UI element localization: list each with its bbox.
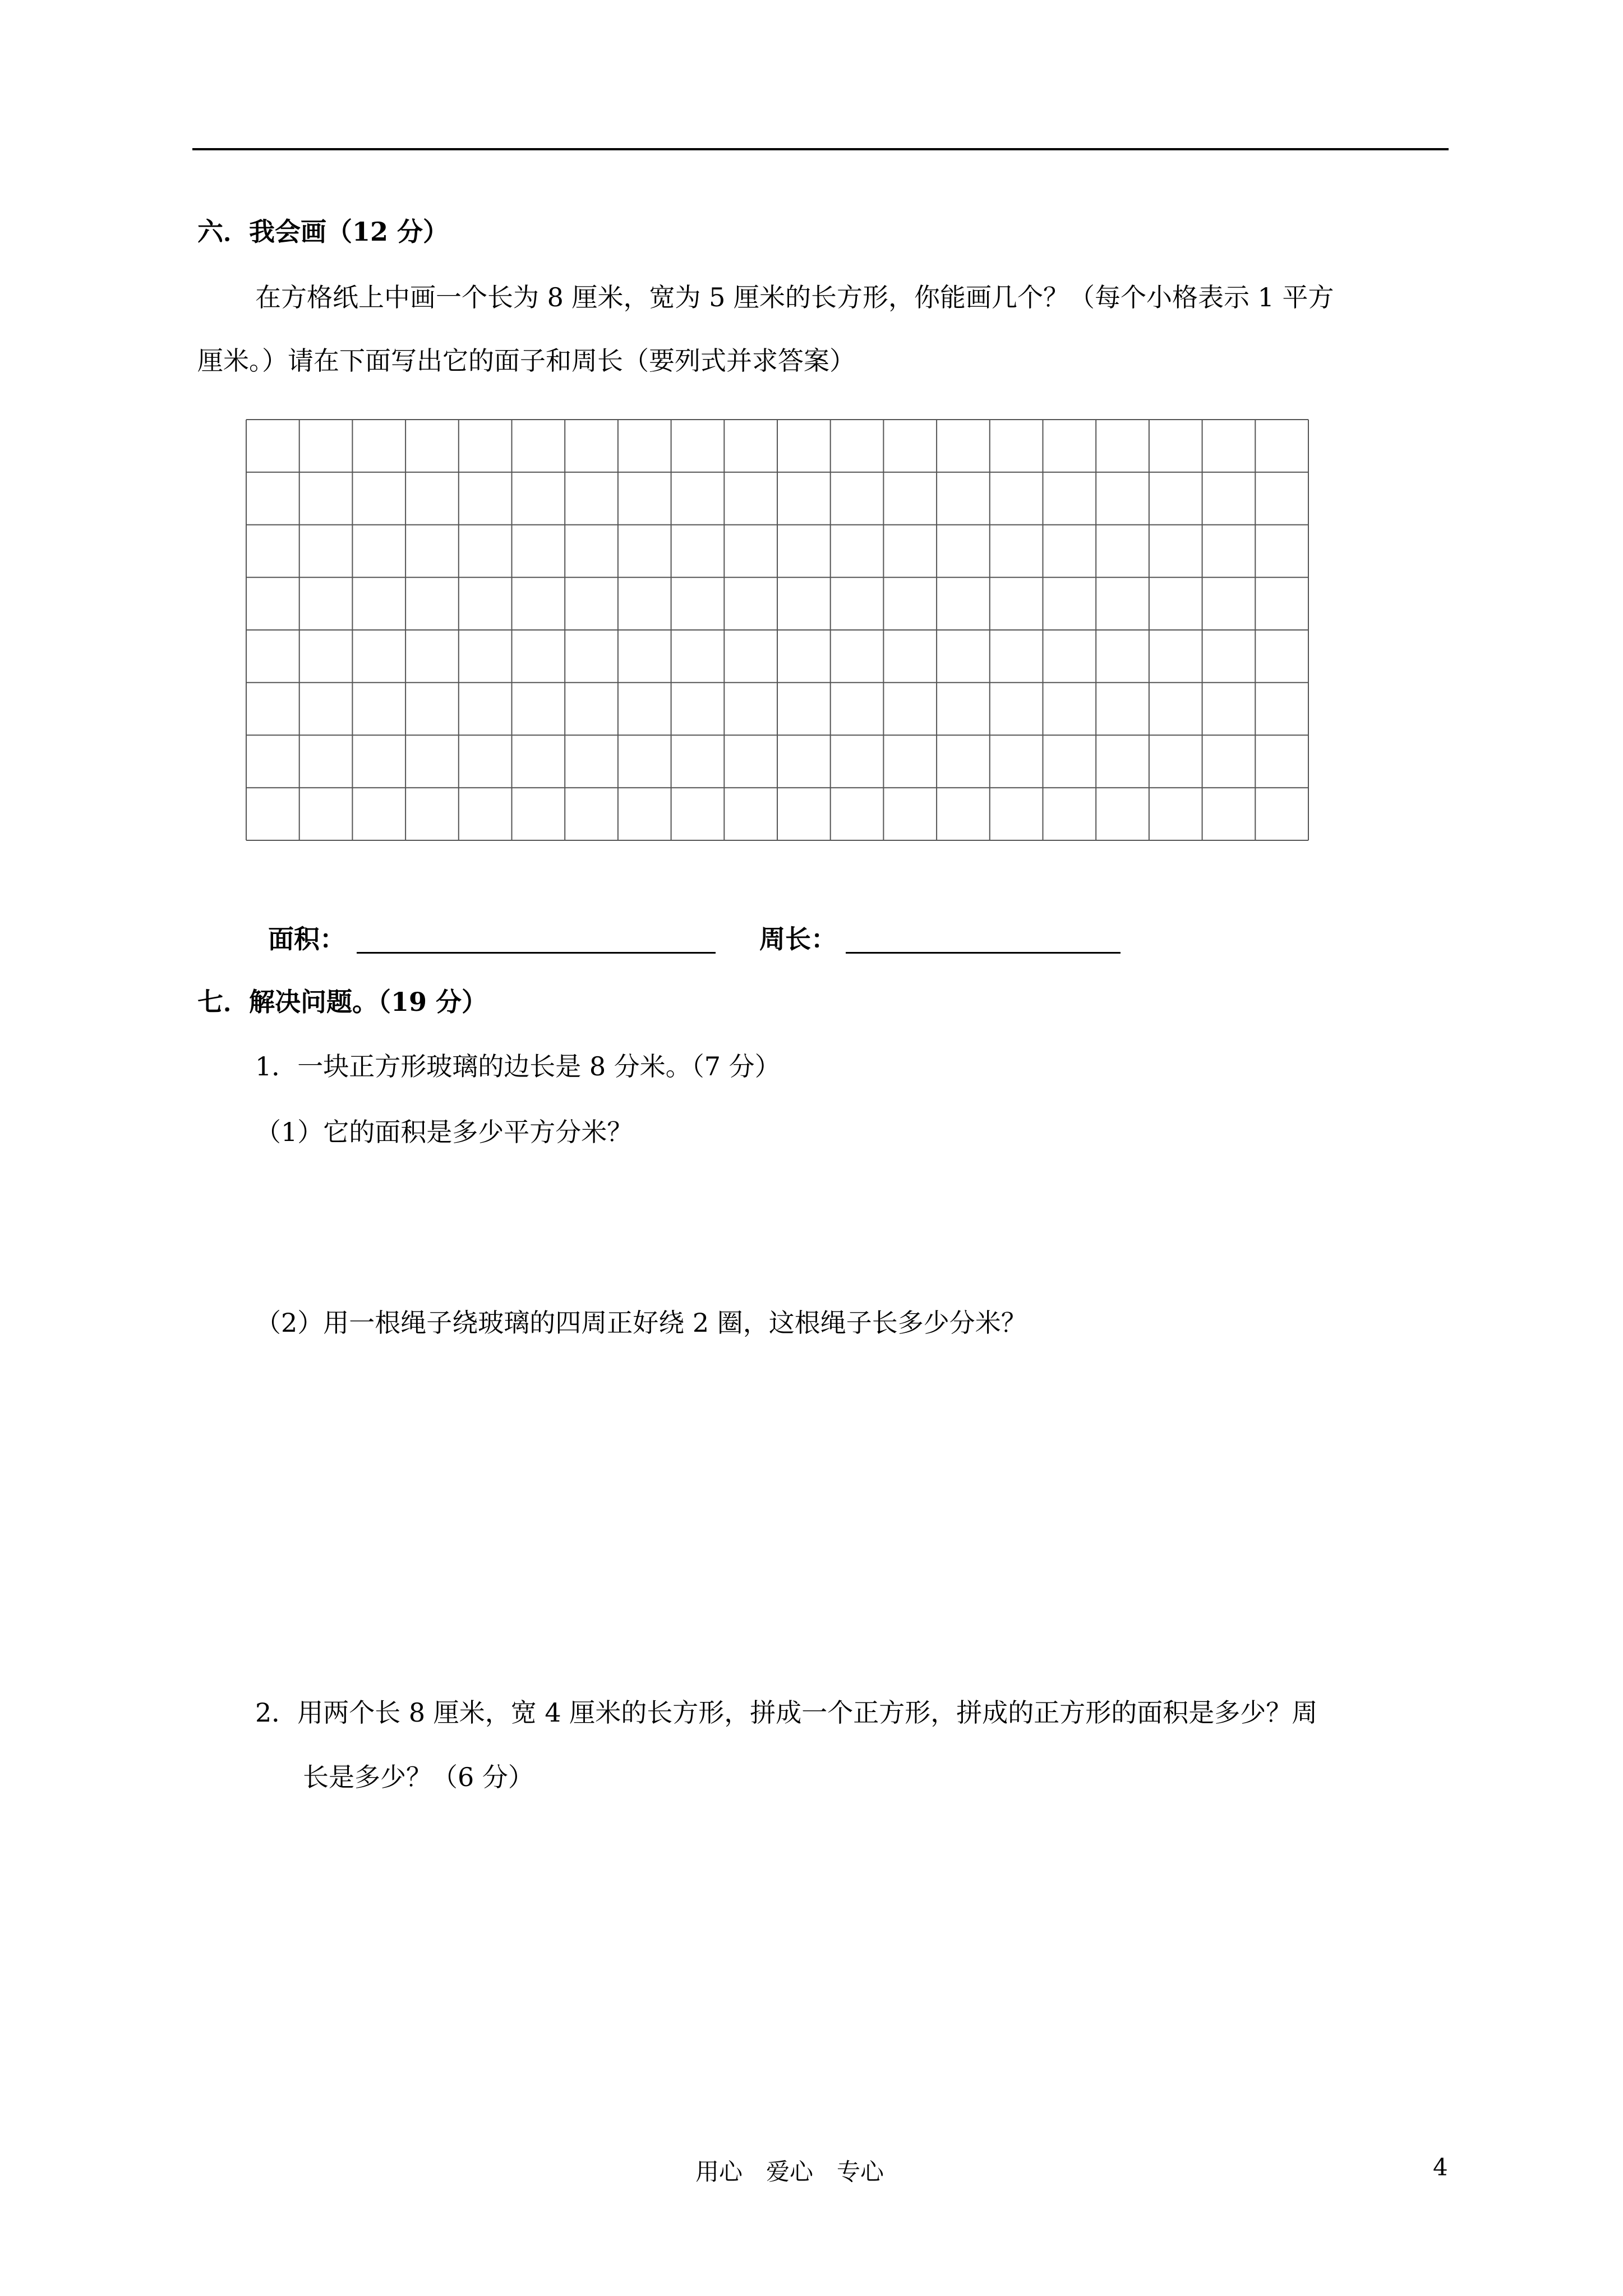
question-2-line-1: 2．用两个长 8 厘米，宽 4 厘米的长方形，拼成一个正方形，拼成的正方形的面积是多少？周 bbox=[255, 1697, 1318, 1728]
footer-motto: 用心 爱心 专心 bbox=[695, 2158, 884, 2185]
perimeter-label: 周长： bbox=[759, 924, 837, 954]
section-7-title: 七．解决问题。（19 分） bbox=[197, 987, 488, 1017]
section-6-title: 六．我会画（12 分） bbox=[197, 217, 449, 247]
perimeter-answer-blank[interactable] bbox=[846, 952, 1121, 954]
question-1-part-1: （1）它的面积是多少平方分米？ bbox=[255, 1117, 633, 1147]
area-answer-blank[interactable] bbox=[357, 952, 716, 954]
question-1-part-2: （2）用一根绳子绕玻璃的四周正好绕 2 圈，这根绳子长多少分米？ bbox=[255, 1308, 1027, 1338]
page-number: 4 bbox=[1433, 2154, 1448, 2181]
area-label: 面积： bbox=[268, 924, 345, 954]
square-grid[interactable] bbox=[245, 418, 1310, 841]
section-6-text-line-1: 在方格纸上中画一个长为 8 厘米，宽为 5 厘米的长方形，你能画几个？（每个小格表示 1 平方 bbox=[255, 282, 1334, 312]
grid-svg bbox=[245, 418, 1310, 841]
section-6-text-line-2: 厘米。）请在下面写出它的面子和周长（要列式并求答案） bbox=[197, 346, 855, 376]
question-2-line-2: 长是多少？（6 分） bbox=[303, 1762, 534, 1792]
header-rule bbox=[192, 148, 1449, 150]
question-1-stem: 1．一块正方形玻璃的边长是 8 分米。（7 分） bbox=[255, 1051, 781, 1082]
